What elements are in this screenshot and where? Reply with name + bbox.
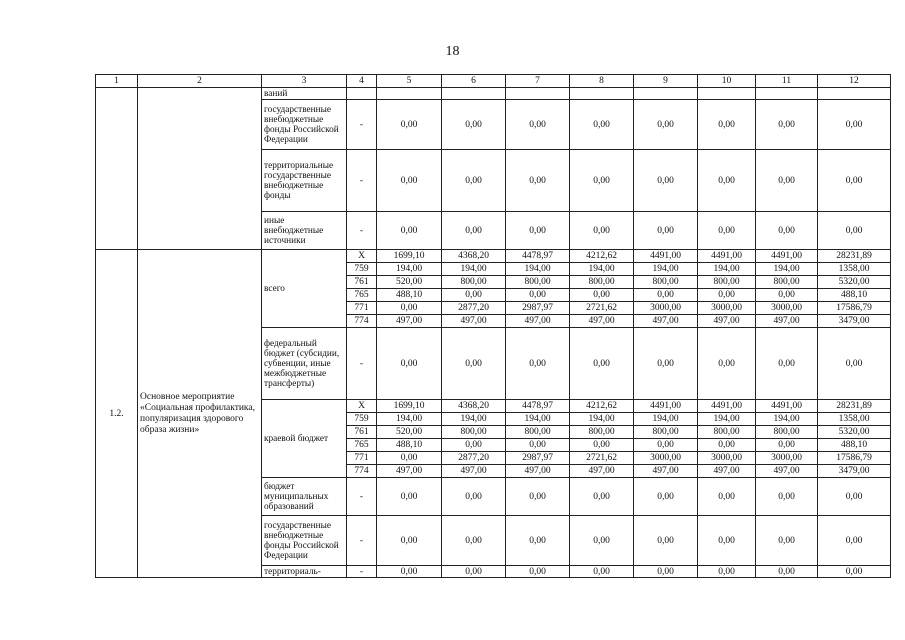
value-cell: 0,00 [698, 566, 756, 578]
value-cell: 0,00 [756, 100, 818, 150]
code-cell: 759 [347, 413, 377, 426]
source-label: ваний [262, 88, 347, 100]
code-cell: X [347, 250, 377, 263]
value-cell: 800,00 [634, 426, 698, 439]
column-header: 3 [262, 75, 347, 88]
value-cell: 0,00 [756, 439, 818, 452]
value-cell: 0,00 [698, 289, 756, 302]
value-cell: 194,00 [570, 263, 634, 276]
value-cell: 800,00 [698, 426, 756, 439]
value-cell: 0,00 [818, 566, 891, 578]
column-header: 6 [442, 75, 506, 88]
value-cell: 0,00 [570, 150, 634, 212]
value-cell: 800,00 [442, 426, 506, 439]
code-cell: 759 [347, 263, 377, 276]
value-cell: 4491,00 [698, 400, 756, 413]
value-cell: 800,00 [506, 426, 570, 439]
column-header: 9 [634, 75, 698, 88]
value-cell: 0,00 [377, 150, 442, 212]
value-cell: 0,00 [442, 328, 506, 400]
value-cell: 497,00 [442, 465, 506, 478]
value-cell: 0,00 [570, 212, 634, 250]
value-cell: 488,10 [818, 289, 891, 302]
value-cell: 4478,97 [506, 250, 570, 263]
value-cell: 497,00 [756, 315, 818, 328]
code-cell: - [347, 212, 377, 250]
value-cell: 800,00 [442, 276, 506, 289]
value-cell: 0,00 [756, 212, 818, 250]
value-cell: 194,00 [377, 263, 442, 276]
value-cell: 497,00 [377, 315, 442, 328]
value-cell: 4491,00 [634, 250, 698, 263]
value-cell: 0,00 [698, 100, 756, 150]
budget-table [95, 74, 891, 578]
column-header: 8 [570, 75, 634, 88]
value-cell: 4478,97 [506, 400, 570, 413]
value-cell: 4368,20 [442, 250, 506, 263]
value-cell: 488,10 [377, 289, 442, 302]
value-cell: 0,00 [634, 516, 698, 566]
value-cell: 3000,00 [698, 452, 756, 465]
value-cell: 0,00 [634, 212, 698, 250]
value-cell: 194,00 [506, 413, 570, 426]
code-cell: 774 [347, 465, 377, 478]
value-cell: 3000,00 [634, 452, 698, 465]
value-cell: 0,00 [756, 328, 818, 400]
value-cell: 0,00 [570, 516, 634, 566]
value-cell: 0,00 [570, 566, 634, 578]
value-cell: 497,00 [570, 465, 634, 478]
value-cell: 1699,10 [377, 400, 442, 413]
value-cell: 0,00 [818, 478, 891, 516]
value-cell: 17586,79 [818, 302, 891, 315]
value-cell: 194,00 [442, 413, 506, 426]
value-cell: 0,00 [506, 439, 570, 452]
index-cell-empty [96, 88, 138, 250]
value-cell: 3000,00 [756, 452, 818, 465]
value-cell: 0,00 [377, 516, 442, 566]
value-cell: 0,00 [442, 150, 506, 212]
value-cell: 4491,00 [698, 250, 756, 263]
value-cell: 0,00 [756, 150, 818, 212]
item-index: 1.2. [96, 250, 138, 578]
value-cell: 0,00 [506, 516, 570, 566]
value-cell: 194,00 [756, 413, 818, 426]
code-cell: - [347, 150, 377, 212]
value-cell: 0,00 [506, 289, 570, 302]
value-cell: 520,00 [377, 276, 442, 289]
value-cell: 0,00 [634, 150, 698, 212]
value-cell: 0,00 [698, 150, 756, 212]
code-cell: 771 [347, 452, 377, 465]
value-cell: 1699,10 [377, 250, 442, 263]
code-cell: 761 [347, 276, 377, 289]
value-cell: 0,00 [442, 100, 506, 150]
value-cell: 0,00 [377, 452, 442, 465]
source-label: бюджет муниципальных образований [262, 478, 347, 516]
value-cell: 0,00 [506, 100, 570, 150]
value-cell: 194,00 [377, 413, 442, 426]
value-cell: 4368,20 [442, 400, 506, 413]
value-cell: 0,00 [818, 212, 891, 250]
page-number: 18 [445, 44, 460, 59]
value-cell: 497,00 [377, 465, 442, 478]
value-cell: 4491,00 [756, 400, 818, 413]
value-cell: 800,00 [698, 276, 756, 289]
value-cell: 0,00 [818, 328, 891, 400]
value-cell: 3000,00 [698, 302, 756, 315]
value-cell: 0,00 [377, 212, 442, 250]
code-cell: 765 [347, 289, 377, 302]
source-label: краевой бюджет [262, 400, 347, 478]
value-cell: 0,00 [570, 439, 634, 452]
source-label: территориальные государственные внебюджетные фонды [262, 150, 347, 212]
value-cell: 0,00 [756, 478, 818, 516]
value-cell: 5320,00 [818, 426, 891, 439]
value-cell: 5320,00 [818, 276, 891, 289]
value-cell: 0,00 [570, 289, 634, 302]
value-cell: 0,00 [377, 302, 442, 315]
value-cell: 497,00 [634, 315, 698, 328]
value-cell: 0,00 [698, 478, 756, 516]
value-cell: 0,00 [756, 566, 818, 578]
value-cell: 17586,79 [818, 452, 891, 465]
value-cell: 2877,20 [442, 452, 506, 465]
value-cell: 0,00 [634, 439, 698, 452]
value-cell: 520,00 [377, 426, 442, 439]
value-cell: 800,00 [756, 426, 818, 439]
value-cell: 4212,62 [570, 400, 634, 413]
value-cell: 194,00 [634, 263, 698, 276]
code-cell: - [347, 328, 377, 400]
value-cell: 194,00 [570, 413, 634, 426]
value-cell: 488,10 [377, 439, 442, 452]
value-cell: 0,00 [570, 478, 634, 516]
column-header: 5 [377, 75, 442, 88]
item-title: Основное мероприятие «Социальная профилактика, популяризация здорового образа жизни» [138, 250, 262, 578]
value-cell: 2877,20 [442, 302, 506, 315]
value-cell: 497,00 [756, 465, 818, 478]
value-cell: 0,00 [570, 328, 634, 400]
value-cell: 0,00 [698, 516, 756, 566]
value-cell: 0,00 [570, 100, 634, 150]
value-cell: 497,00 [506, 465, 570, 478]
value-cell: 0,00 [506, 212, 570, 250]
value-cell: 800,00 [570, 426, 634, 439]
source-label: иные внебюджетные источники [262, 212, 347, 250]
source-label: государственные внебюджетные фонды Российской Федерации [262, 516, 347, 566]
value-cell: 800,00 [570, 276, 634, 289]
value-cell: 0,00 [634, 566, 698, 578]
value-cell: 0,00 [756, 289, 818, 302]
column-header: 10 [698, 75, 756, 88]
value-cell: 4212,62 [570, 250, 634, 263]
value-cell: 0,00 [818, 100, 891, 150]
value-cell: 0,00 [377, 328, 442, 400]
value-cell: 3479,00 [818, 315, 891, 328]
value-cell: 0,00 [634, 328, 698, 400]
value-cell: 0,00 [818, 150, 891, 212]
value-cell: 800,00 [756, 276, 818, 289]
value-cell: 194,00 [634, 413, 698, 426]
source-label: всего [262, 250, 347, 328]
value-cell: 194,00 [506, 263, 570, 276]
value-cell: 0,00 [506, 478, 570, 516]
value-cell: 0,00 [442, 478, 506, 516]
value-cell: 2987,97 [506, 302, 570, 315]
column-header: 11 [756, 75, 818, 88]
value-cell: 3000,00 [634, 302, 698, 315]
value-cell: 4491,00 [756, 250, 818, 263]
value-cell: 497,00 [442, 315, 506, 328]
table-row [96, 88, 891, 100]
value-cell: 497,00 [506, 315, 570, 328]
code-cell: 765 [347, 439, 377, 452]
value-cell: 0,00 [506, 566, 570, 578]
code-cell: - [347, 478, 377, 516]
code-cell: - [347, 566, 377, 578]
column-header: 7 [506, 75, 570, 88]
value-cell: 0,00 [756, 516, 818, 566]
value-cell: 800,00 [634, 276, 698, 289]
value-cell: 194,00 [698, 263, 756, 276]
value-cell: 1358,00 [818, 413, 891, 426]
code-cell [347, 88, 377, 100]
value-cell: 0,00 [634, 289, 698, 302]
value-cell: 497,00 [634, 465, 698, 478]
value-cell: 0,00 [634, 100, 698, 150]
value-cell: 3479,00 [818, 465, 891, 478]
code-cell: - [347, 100, 377, 150]
value-cell: 800,00 [506, 276, 570, 289]
header-row [96, 75, 891, 88]
title-cell-empty [138, 88, 262, 250]
value-cell: 0,00 [506, 328, 570, 400]
value-cell: 497,00 [698, 315, 756, 328]
value-cell: 2987,97 [506, 452, 570, 465]
value-cell: 1358,00 [818, 263, 891, 276]
value-cell: 0,00 [506, 150, 570, 212]
value-cell: 0,00 [698, 328, 756, 400]
value-cell: 497,00 [570, 315, 634, 328]
value-cell: 0,00 [442, 289, 506, 302]
value-cell: 4491,00 [634, 400, 698, 413]
code-cell: 771 [347, 302, 377, 315]
value-cell: 0,00 [818, 516, 891, 566]
code-cell: - [347, 516, 377, 566]
value-cell: 488,10 [818, 439, 891, 452]
value-cell: 28231,89 [818, 400, 891, 413]
value-cell: 2721,62 [570, 302, 634, 315]
value-cell: 3000,00 [756, 302, 818, 315]
value-cell: 194,00 [698, 413, 756, 426]
value-cell: 0,00 [442, 566, 506, 578]
value-cell: 0,00 [377, 478, 442, 516]
value-cell: 0,00 [442, 439, 506, 452]
column-header: 2 [138, 75, 262, 88]
column-header: 1 [96, 75, 138, 88]
value-cell: 194,00 [756, 263, 818, 276]
column-header: 12 [818, 75, 891, 88]
column-header: 4 [347, 75, 377, 88]
table-row [96, 250, 891, 263]
value-cell: 497,00 [698, 465, 756, 478]
value-cell: 194,00 [442, 263, 506, 276]
source-label: территориаль- [262, 566, 347, 578]
value-cell: 0,00 [377, 566, 442, 578]
source-label: государственные внебюджетные фонды Российской Федерации [262, 100, 347, 150]
value-cell: 0,00 [698, 439, 756, 452]
code-cell: 774 [347, 315, 377, 328]
value-cell: 0,00 [377, 100, 442, 150]
value-cell: 2721,62 [570, 452, 634, 465]
code-cell: 761 [347, 426, 377, 439]
value-cell: 0,00 [442, 516, 506, 566]
value-cell: 0,00 [634, 478, 698, 516]
code-cell: X [347, 400, 377, 413]
value-cell: 0,00 [698, 212, 756, 250]
source-label: федеральный бюджет (субсидии, субвенции, иные межбюджетные трансферты) [262, 328, 347, 400]
value-cell: 0,00 [442, 212, 506, 250]
value-cell: 28231,89 [818, 250, 891, 263]
